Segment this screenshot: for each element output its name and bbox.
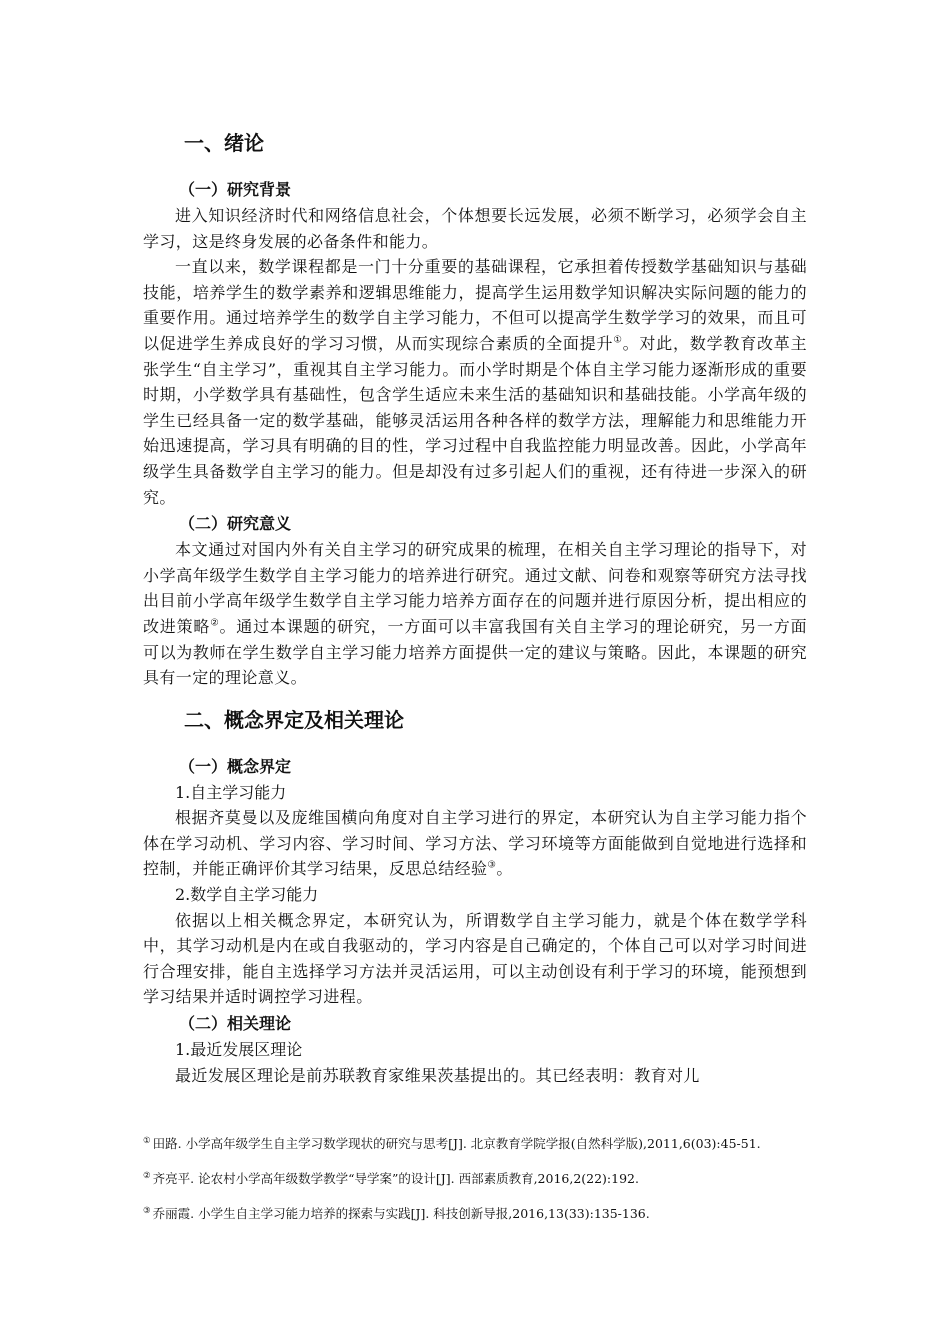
paragraph-zpd-theory: 最近发展区理论是前苏联教育家维果茨基提出的。其已经表明：教育对儿	[175, 1065, 700, 1085]
paragraph-background-1: 进入知识经济时代和网络信息社会，个体想要长远发展，必须不断学习，必须学会自主学习，这是终身发展的必备条件和能力。	[143, 206, 807, 251]
footnote-text: 齐亮平. 论农村小学高年级数学教学“导学案”的设计[J]. 西部素质教育,2016,2(22):192.	[152, 1171, 639, 1186]
paragraph-text: 一直以来，数学课程都是一门十分重要的基础课程，它承担着传授数学基础知识与基础技能，培养学生的数学素养和逻辑思维能力，提高学生运用数学知识解决实际问题的能力的重要作用。通过培养学生的数学自主学习能力，不但可以提高学生数学学习的效果，而且可以促进学生养成良好的学习习惯，从而实现综合素质的全面提升	[143, 257, 807, 353]
item-title-zpd-theory: 1.最近发展区理论	[175, 1040, 303, 1060]
subheading-research-significance: （二）研究意义	[179, 514, 292, 534]
footnotes	[143, 1133, 807, 1238]
footnote-item	[143, 1168, 807, 1190]
footnote-text: 田路. 小学高年级学生自主学习数学现状的研究与思考[J]. 北京教育学院学报(自然科学版),2011,6(03):45-51.	[152, 1136, 761, 1151]
paragraph-significance	[143, 537, 807, 691]
footnote-text: 乔丽霞. 小学生自主学习能力培养的探索与实践[J]. 科技创新导报,2016,13(33):135-136.	[152, 1206, 650, 1221]
paragraph-text: 。对此，数学教育改革主张学生“自主学习”，重视其自主学习能力。而小学时期是个体自主学习能力逐渐形成的重要时期，小学数学具有基础性，包含学生适应未来生活的基础知识和基础技能。小学高年级的学生已经具备一定的数学基础，能够灵活运用各种各样的数学方法，理解能力和思维能力开始迅速提高，学习具有明确的目的性，学习过程中自我监控能力明显改善。因此，小学高年级学生具备数学自主学习的能力。但是却没有过多引起人们的重视，还有待进一步深入的研究。	[143, 333, 808, 507]
footnote-ref-3: ③	[487, 860, 497, 872]
paragraph-autonomous-learning	[143, 805, 807, 882]
item-title-autonomous-learning: 1.自主学习能力	[175, 782, 287, 802]
paragraph-math-autonomous-learning: 依据以上相关概念界定，本研究认为，所谓数学自主学习能力，就是个体在数学学科中，其学习动机是内在或自我驱动的，学习内容是自己确定的，个体自己可以对学习时间进行合理安排，能自主选择学习方法并灵活运用，可以主动创设有利于学习的环境，能预想到学习结果并适时调控学习进程。	[143, 910, 807, 1007]
footnote-mark: ②	[143, 1170, 151, 1181]
subheading-related-theory: （二）相关理论	[179, 1014, 292, 1034]
section-heading-concepts: 二、概念界定及相关理论	[184, 707, 404, 732]
paragraph-text: 。	[496, 859, 513, 879]
item-title-math-autonomous-learning: 2.数学自主学习能力	[175, 885, 319, 905]
paragraph-text: 本文通过对国内外有关自主学习的研究成果的梳理，在相关自主学习理论的指导下，对小学高年级学生数学自主学习能力的培养进行研究。通过文献、问卷和观察等研究方法寻找出目前小学高年级学生数学自主学习能力培养方面存在的问题并进行原因分析，提出相应的改进策略	[143, 540, 807, 636]
paragraph-text: 。通过本课题的研究，一方面可以丰富我国有关自主学习的理论研究，另一方面可以为教师在学生数学自主学习能力培养方面提供一定的建议与策略。因此，本课题的研究具有一定的理论意义。	[143, 616, 807, 688]
footnote-ref-2: ②	[210, 617, 220, 629]
section-heading-introduction: 一、绪论	[184, 131, 264, 155]
footnote-mark: ①	[143, 1135, 151, 1146]
paragraph-text: 根据齐莫曼以及庞维国横向角度对自主学习进行的界定，本研究认为自主学习能力指个体在学习动机、学习内容、学习时间、学习方法、学习环境等方面能做到自觉地进行选择和控制，并能正确评价其学习结果，反思总结经验	[143, 808, 807, 879]
subheading-research-background: （一）研究背景	[179, 180, 292, 199]
paragraph-background-2	[143, 254, 807, 510]
footnote-item	[143, 1133, 807, 1155]
subheading-concept-definition: （一）概念界定	[179, 756, 292, 776]
body-content	[143, 128, 807, 1088]
footnote-mark: ③	[143, 1205, 151, 1216]
footnote-item	[143, 1203, 807, 1225]
footnote-ref-1: ①	[613, 334, 623, 346]
